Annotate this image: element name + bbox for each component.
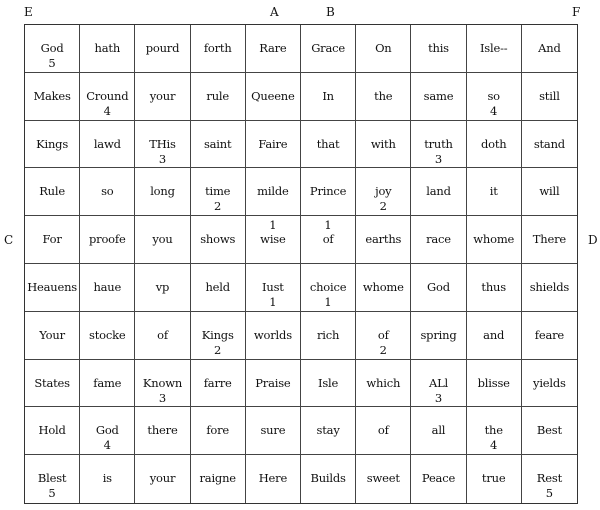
cell-number: 3 (158, 390, 167, 405)
cell-word: race (426, 232, 451, 247)
grid-cell (246, 455, 301, 503)
grid-cell (191, 121, 246, 169)
cell-word: Your (39, 327, 65, 342)
cell-number: 1 (269, 294, 277, 309)
grid-cell (80, 455, 135, 503)
grid-cell (411, 73, 466, 121)
cell-number: 3 (158, 151, 167, 166)
grid-cell (411, 216, 466, 264)
cell-number: 3 (434, 151, 443, 166)
cell-word: stocke (89, 327, 126, 342)
cell-word: lawd (93, 136, 121, 151)
corner-label-a: A (270, 5, 279, 19)
grid-cell (301, 455, 356, 503)
grid-cell (467, 216, 522, 264)
cell-word: spring (420, 327, 457, 342)
grid-cell (80, 312, 135, 360)
cell-word: held (205, 279, 230, 294)
cell-word: Here (258, 471, 288, 486)
grid-cell (135, 168, 190, 216)
grid-cell (246, 121, 301, 169)
grid-cell (411, 121, 466, 169)
cell-word: will (539, 184, 560, 199)
cell-word: and (483, 327, 505, 342)
grid-cell (522, 216, 577, 264)
grid-cell (522, 25, 577, 73)
cell-word: blisse (477, 375, 510, 390)
cell-word: Praise (255, 375, 291, 390)
cell-word: whome (473, 232, 515, 247)
grid-cell (25, 455, 80, 503)
cell-word: Heauens (27, 279, 77, 294)
cell-number: 5 (48, 486, 56, 501)
cell-word: Iust (262, 279, 284, 294)
grid-cell (356, 121, 411, 169)
grid-cell (191, 216, 246, 264)
cell-word: Peace (421, 471, 456, 486)
cell-word: Builds (310, 471, 346, 486)
grid-cell (467, 455, 522, 503)
grid-cell (135, 360, 190, 408)
cell-word: whome (362, 279, 404, 294)
grid-cell (356, 264, 411, 312)
grid-cell (467, 25, 522, 73)
grid-cell (356, 455, 411, 503)
cell-word: raigne (199, 471, 236, 486)
cell-word: On (375, 41, 392, 55)
grid-cell (80, 264, 135, 312)
cell-word: true (481, 471, 506, 486)
cell-word: There (532, 232, 566, 247)
cell-word: this (428, 41, 449, 55)
cell-word: Kings (201, 327, 234, 342)
grid-cell (246, 25, 301, 73)
cell-word: stay (316, 423, 340, 438)
cell-number: 2 (214, 342, 222, 357)
cell-word: Queene (251, 88, 295, 103)
cell-number: 5 (48, 56, 56, 70)
grid-cell (301, 407, 356, 455)
word-grid (24, 24, 578, 504)
cell-word: ALl (428, 375, 448, 390)
grid-cell (246, 73, 301, 121)
grid-cell (25, 360, 80, 408)
grid-cell (522, 407, 577, 455)
grid-cell (80, 25, 135, 73)
grid-cell (411, 25, 466, 73)
grid-cell (191, 73, 246, 121)
cell-number: 1 (324, 294, 332, 309)
corner-label-f: F (572, 5, 581, 19)
cell-word: all (431, 423, 446, 438)
grid-cell (522, 168, 577, 216)
cell-word: farre (203, 375, 232, 390)
grid-cell (80, 121, 135, 169)
grid-cell (80, 73, 135, 121)
grid-cell (301, 25, 356, 73)
cell-word: of (377, 423, 389, 438)
cell-word: God (427, 279, 450, 294)
grid-cell (467, 312, 522, 360)
grid-cell (246, 312, 301, 360)
cell-word: still (539, 88, 560, 103)
cell-word: thus (481, 279, 506, 294)
grid-cell (80, 360, 135, 408)
cell-word: shields (529, 279, 570, 294)
grid-cell (356, 168, 411, 216)
cell-word: yields (533, 375, 566, 390)
cell-word: pourd (145, 41, 180, 55)
cell-word: so (101, 184, 114, 199)
cell-number: 2 (379, 199, 387, 214)
cell-word: doth (480, 136, 507, 151)
grid-cell (522, 264, 577, 312)
cell-word: For (42, 232, 62, 247)
cell-word: feare (534, 327, 565, 342)
cell-word: haue (93, 279, 122, 294)
grid-cell (522, 360, 577, 408)
cell-word: forth (203, 41, 232, 55)
grid-cell (191, 264, 246, 312)
grid-cell (135, 407, 190, 455)
grid-cell (467, 168, 522, 216)
grid-cell (301, 264, 356, 312)
cell-word: truth (424, 136, 453, 151)
cell-word: sure (260, 423, 286, 438)
grid-cell (191, 312, 246, 360)
cell-number: 2 (379, 342, 387, 357)
grid-cell (522, 312, 577, 360)
grid-cell (522, 73, 577, 121)
grid-cell (411, 407, 466, 455)
cell-number: 3 (434, 390, 443, 405)
cell-word: of (377, 327, 389, 342)
grid-cell (301, 360, 356, 408)
grid-cell (522, 455, 577, 503)
corner-label-e: E (24, 5, 33, 19)
grid-cell (191, 455, 246, 503)
cell-word: Kings (36, 136, 69, 151)
cell-word: worlds (253, 327, 292, 342)
cell-word: fore (206, 423, 230, 438)
grid-cell (467, 407, 522, 455)
grid-cell (25, 312, 80, 360)
cell-word: you (152, 232, 173, 247)
cell-word: In (322, 88, 334, 103)
grid-cell (356, 360, 411, 408)
cell-word: proofe (89, 232, 126, 247)
cell-word: Grace (311, 41, 345, 55)
cell-word: long (150, 184, 175, 199)
cell-word: milde (257, 184, 289, 199)
grid-cell (80, 168, 135, 216)
cell-number: 4 (490, 103, 498, 118)
side-label-d: D (588, 233, 598, 247)
cell-word: Rest (536, 471, 562, 486)
grid-cell (135, 73, 190, 121)
cell-word: Known (142, 375, 183, 390)
grid-cell (135, 312, 190, 360)
grid-cell (25, 216, 80, 264)
cell-word: Hold (38, 423, 66, 438)
grid-cell (135, 121, 190, 169)
grid-cell (246, 168, 301, 216)
grid-cell (25, 121, 80, 169)
cell-word: Isle (318, 375, 339, 390)
grid-cell (467, 73, 522, 121)
grid-cell (356, 216, 411, 264)
cell-number: 1 (269, 218, 277, 233)
grid-cell (356, 25, 411, 73)
cell-word: it (489, 184, 498, 199)
cell-word: God (40, 41, 64, 55)
grid-cell (356, 407, 411, 455)
cell-word: so (487, 88, 500, 103)
cell-number: 4 (103, 103, 111, 118)
cell-word: joy (375, 184, 392, 199)
grid-cell (80, 407, 135, 455)
cell-word: land (426, 184, 451, 199)
cell-word: Best (536, 423, 562, 438)
cell-word: God (95, 423, 119, 438)
grid-cell (246, 360, 301, 408)
cell-word: time (205, 184, 231, 199)
cell-word: which (366, 375, 401, 390)
cell-word: with (370, 136, 396, 151)
cell-word: rich (316, 327, 340, 342)
cell-word: Rare (259, 41, 287, 55)
grid-cell (301, 121, 356, 169)
grid-cell (25, 407, 80, 455)
cell-word: stand (533, 136, 565, 151)
cell-word: fame (93, 375, 122, 390)
cell-word: Faire (258, 136, 288, 151)
grid-cell (301, 168, 356, 216)
corner-label-b: B (326, 5, 335, 19)
grid-cell (191, 25, 246, 73)
grid-cell (467, 360, 522, 408)
cell-word: same (423, 88, 454, 103)
grid-cell (191, 168, 246, 216)
grid-cell (135, 455, 190, 503)
cell-word: saint (203, 136, 232, 151)
grid-cell (411, 168, 466, 216)
grid-cell (356, 312, 411, 360)
grid-cell (25, 168, 80, 216)
grid-cell (25, 73, 80, 121)
cell-word: of (157, 327, 168, 342)
cell-word: that (316, 136, 340, 151)
cell-word: States (34, 375, 70, 390)
grid-cell (246, 407, 301, 455)
cell-number: 4 (103, 438, 111, 453)
grid-cell (467, 264, 522, 312)
grid-cell (135, 264, 190, 312)
grid-cell (80, 216, 135, 264)
cell-word: vp (155, 279, 170, 294)
cell-word: your (149, 471, 176, 486)
cell-word: sweet (366, 471, 400, 486)
side-label-c: C (4, 233, 14, 247)
grid-cell (135, 216, 190, 264)
grid-cell (25, 25, 80, 73)
grid-cell (246, 264, 301, 312)
cell-word: Prince (309, 184, 347, 199)
grid-cell (246, 216, 301, 264)
cell-word: rule (206, 88, 229, 103)
grid-cell (301, 216, 356, 264)
grid-cell (411, 264, 466, 312)
cell-word: there (147, 423, 178, 438)
grid-cell (191, 360, 246, 408)
cell-word: earths (365, 232, 402, 247)
grid-cell (411, 455, 466, 503)
cell-word: Blest (37, 471, 67, 486)
grid-cell (135, 25, 190, 73)
cell-word: is (102, 471, 112, 486)
cell-word: Makes (33, 88, 71, 103)
grid-cell (522, 121, 577, 169)
grid-cell (191, 407, 246, 455)
cell-number: 5 (545, 486, 554, 501)
grid-cell (467, 121, 522, 169)
grid-cell (411, 312, 466, 360)
cell-word: wise (260, 232, 286, 247)
cell-word: And (538, 41, 561, 55)
cell-word: of (322, 232, 334, 247)
cell-word: hath (94, 41, 121, 55)
cell-word: THis (149, 136, 176, 151)
cell-word: shows (200, 232, 236, 247)
cell-number: 1 (324, 218, 332, 233)
cell-word: Isle-- (479, 41, 508, 55)
grid-cell (356, 73, 411, 121)
grid-cell (25, 264, 80, 312)
cell-word: the (484, 423, 503, 438)
cell-number: 2 (214, 199, 222, 214)
cell-word: your (149, 88, 176, 103)
cell-word: choice (309, 279, 347, 294)
cell-word: Cround (86, 88, 129, 103)
grid-cell (301, 73, 356, 121)
grid-cell (411, 360, 466, 408)
cell-number: 4 (490, 438, 498, 453)
cell-word: Rule (39, 184, 65, 199)
cell-word: the (374, 88, 393, 103)
grid-cell (301, 312, 356, 360)
